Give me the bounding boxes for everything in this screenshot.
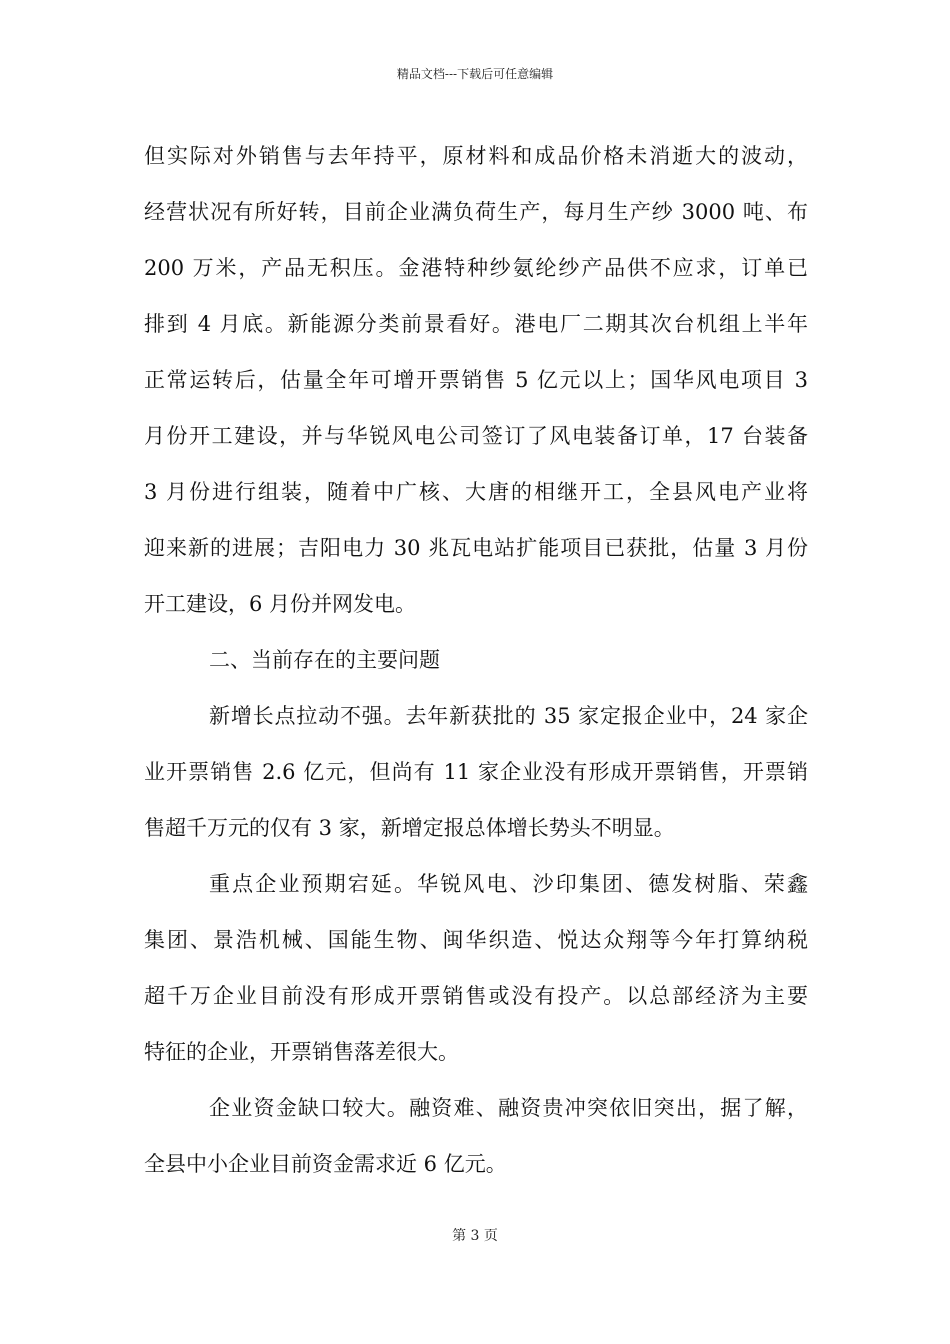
text-line: 企业资金缺口较大。融资难、融资贵冲突依旧突出，据了解， xyxy=(209,1096,808,1120)
text-line: 排到 4 月底。新能源分类前景看好。港电厂二期其次台机组上半年 xyxy=(144,312,808,336)
text-line: 正常运转后，估量全年可增开票销售 5 亿元以上；国华风电项目 3 xyxy=(144,368,808,392)
text-line: 但实际对外销售与去年持平，原材料和成品价格未消逝大的波动， xyxy=(144,144,808,168)
page-header: 精品文档---下载后可任意编辑 xyxy=(396,67,554,81)
paragraph-funding-gap xyxy=(144,1080,808,1192)
paragraph-growth-points xyxy=(144,688,808,856)
heading-line: 二、当前存在的主要问题 xyxy=(209,648,440,672)
text-line: 月份开工建设，并与华锐风电公司签订了风电装备订单，17 台装备 xyxy=(144,424,808,448)
text-line: 迎来新的进展；吉阳电力 30 兆瓦电站扩能项目已获批，估量 3 月份 xyxy=(144,536,808,560)
document-body xyxy=(144,128,808,1192)
text-line: 新增长点拉动不强。去年新获批的 35 家定报企业中，24 家企 xyxy=(209,704,808,728)
text-line: 全县中小企业目前资金需求近 6 亿元。 xyxy=(144,1152,507,1176)
text-line: 经营状况有所好转，目前企业满负荷生产，每月生产纱 3000 吨、布 xyxy=(144,200,808,224)
text-line: 重点企业预期宕延。华锐风电、沙印集团、德发树脂、荣鑫 xyxy=(209,872,808,896)
text-line: 售超千万元的仅有 3 家，新增定报总体增长势头不明显。 xyxy=(144,816,675,840)
page-number: 第 3 页 xyxy=(452,1228,498,1244)
text-line: 集团、景浩机械、国能生物、闽华织造、悦达众翔等今年打算纳税 xyxy=(144,928,808,952)
text-line: 200 万米，产品无积压。金港特种纱氨纶纱产品供不应求，订单已 xyxy=(144,256,808,280)
text-line: 超千万企业目前没有形成开票销售或没有投产。以总部经济为主要 xyxy=(144,984,808,1008)
text-line: 3 月份进行组装，随着中广核、大唐的相继开工，全县风电产业将 xyxy=(144,480,808,504)
text-line: 特征的企业，开票销售落差很大。 xyxy=(144,1040,459,1064)
paragraph-continuation xyxy=(144,128,808,632)
section-heading xyxy=(144,632,808,688)
text-line: 开工建设，6 月份并网发电。 xyxy=(144,592,417,616)
paragraph-key-enterprises xyxy=(144,856,808,1080)
text-line: 业开票销售 2.6 亿元，但尚有 11 家企业没有形成开票销售，开票销 xyxy=(144,760,808,784)
